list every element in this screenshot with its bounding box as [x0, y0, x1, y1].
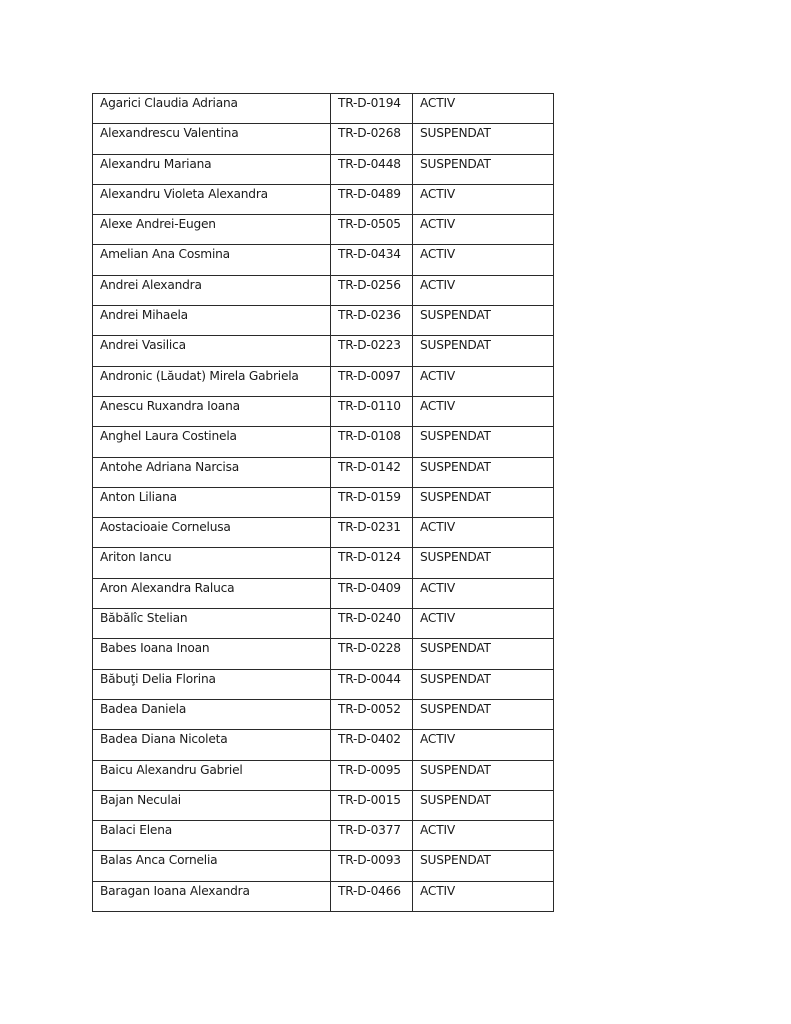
table-row — [93, 215, 554, 245]
status-cell: SUSPENDAT — [413, 699, 554, 729]
status-cell: SUSPENDAT — [413, 851, 554, 881]
code-cell: TR-D-0124 — [331, 548, 413, 578]
table-row — [93, 124, 554, 154]
name-cell: Antohe Adriana Narcisa — [93, 457, 331, 487]
name-cell: Andrei Alexandra — [93, 275, 331, 305]
name-cell: Alexandru Mariana — [93, 154, 331, 184]
code-cell: TR-D-0228 — [331, 639, 413, 669]
code-cell: TR-D-0044 — [331, 669, 413, 699]
name-cell: Badea Diana Nicoleta — [93, 730, 331, 760]
status-cell: SUSPENDAT — [413, 760, 554, 790]
code-cell: TR-D-0448 — [331, 154, 413, 184]
table-row — [93, 487, 554, 517]
status-cell: ACTIV — [413, 275, 554, 305]
code-cell: TR-D-0194 — [331, 94, 413, 124]
status-cell: SUSPENDAT — [413, 639, 554, 669]
name-cell: Amelian Ana Cosmina — [93, 245, 331, 275]
table-row — [93, 154, 554, 184]
code-cell: TR-D-0052 — [331, 699, 413, 729]
name-cell: Babes Ioana Inoan — [93, 639, 331, 669]
code-cell: TR-D-0434 — [331, 245, 413, 275]
table-row — [93, 366, 554, 396]
name-cell: Balaci Elena — [93, 821, 331, 851]
name-cell: Balas Anca Cornelia — [93, 851, 331, 881]
name-cell: Băbălîc Stelian — [93, 609, 331, 639]
table-row — [93, 821, 554, 851]
status-cell: SUSPENDAT — [413, 154, 554, 184]
status-cell: SUSPENDAT — [413, 669, 554, 699]
table-row — [93, 336, 554, 366]
name-cell: Alexandrescu Valentina — [93, 124, 331, 154]
name-cell: Anghel Laura Costinela — [93, 427, 331, 457]
status-cell: SUSPENDAT — [413, 124, 554, 154]
name-cell: Baragan Ioana Alexandra — [93, 881, 331, 911]
table-row — [93, 457, 554, 487]
name-cell: Andrei Mihaela — [93, 306, 331, 336]
code-cell: TR-D-0377 — [331, 821, 413, 851]
status-cell: ACTIV — [413, 881, 554, 911]
status-cell: ACTIV — [413, 578, 554, 608]
status-cell: ACTIV — [413, 821, 554, 851]
code-cell: TR-D-0142 — [331, 457, 413, 487]
table-row — [93, 548, 554, 578]
status-cell: ACTIV — [413, 366, 554, 396]
name-cell: Alexandru Violeta Alexandra — [93, 184, 331, 214]
status-cell: SUSPENDAT — [413, 306, 554, 336]
status-cell: ACTIV — [413, 184, 554, 214]
status-cell: SUSPENDAT — [413, 487, 554, 517]
code-cell: TR-D-0093 — [331, 851, 413, 881]
status-cell: ACTIV — [413, 609, 554, 639]
table-row — [93, 518, 554, 548]
table-row — [93, 790, 554, 820]
name-cell: Băbuţi Delia Florina — [93, 669, 331, 699]
code-cell: TR-D-0409 — [331, 578, 413, 608]
table-row — [93, 760, 554, 790]
status-cell: ACTIV — [413, 245, 554, 275]
status-cell: SUSPENDAT — [413, 336, 554, 366]
name-cell: Agarici Claudia Adriana — [93, 94, 331, 124]
code-cell: TR-D-0223 — [331, 336, 413, 366]
status-cell: SUSPENDAT — [413, 427, 554, 457]
name-cell: Anton Liliana — [93, 487, 331, 517]
table-row — [93, 427, 554, 457]
status-cell: ACTIV — [413, 730, 554, 760]
code-cell: TR-D-0159 — [331, 487, 413, 517]
code-cell: TR-D-0240 — [331, 609, 413, 639]
code-cell: TR-D-0256 — [331, 275, 413, 305]
name-cell: Baicu Alexandru Gabriel — [93, 760, 331, 790]
name-cell: Andrei Vasilica — [93, 336, 331, 366]
registry-table-body — [93, 94, 554, 912]
name-cell: Alexe Andrei-Eugen — [93, 215, 331, 245]
name-cell: Aostacioaie Cornelusa — [93, 518, 331, 548]
table-row — [93, 275, 554, 305]
status-cell: SUSPENDAT — [413, 548, 554, 578]
table-row — [93, 396, 554, 426]
table-row — [93, 881, 554, 911]
code-cell: TR-D-0015 — [331, 790, 413, 820]
table-row — [93, 578, 554, 608]
name-cell: Aron Alexandra Raluca — [93, 578, 331, 608]
table-row — [93, 609, 554, 639]
table-row — [93, 184, 554, 214]
status-cell: ACTIV — [413, 215, 554, 245]
name-cell: Bajan Neculai — [93, 790, 331, 820]
code-cell: TR-D-0097 — [331, 366, 413, 396]
table-row — [93, 699, 554, 729]
table-row — [93, 730, 554, 760]
name-cell: Andronic (Lăudat) Mirela Gabriela — [93, 366, 331, 396]
code-cell: TR-D-0505 — [331, 215, 413, 245]
name-cell: Ariton Iancu — [93, 548, 331, 578]
code-cell: TR-D-0095 — [331, 760, 413, 790]
code-cell: TR-D-0236 — [331, 306, 413, 336]
code-cell: TR-D-0108 — [331, 427, 413, 457]
table-row — [93, 306, 554, 336]
status-cell: SUSPENDAT — [413, 457, 554, 487]
table-row — [93, 639, 554, 669]
code-cell: TR-D-0231 — [331, 518, 413, 548]
status-cell: ACTIV — [413, 94, 554, 124]
table-row — [93, 669, 554, 699]
status-cell: ACTIV — [413, 396, 554, 426]
status-cell: ACTIV — [413, 518, 554, 548]
table-row — [93, 94, 554, 124]
code-cell: TR-D-0110 — [331, 396, 413, 426]
table-row — [93, 245, 554, 275]
name-cell: Anescu Ruxandra Ioana — [93, 396, 331, 426]
code-cell: TR-D-0402 — [331, 730, 413, 760]
code-cell: TR-D-0466 — [331, 881, 413, 911]
code-cell: TR-D-0489 — [331, 184, 413, 214]
status-cell: SUSPENDAT — [413, 790, 554, 820]
name-cell: Badea Daniela — [93, 699, 331, 729]
registry-table — [92, 93, 554, 912]
table-row — [93, 851, 554, 881]
code-cell: TR-D-0268 — [331, 124, 413, 154]
